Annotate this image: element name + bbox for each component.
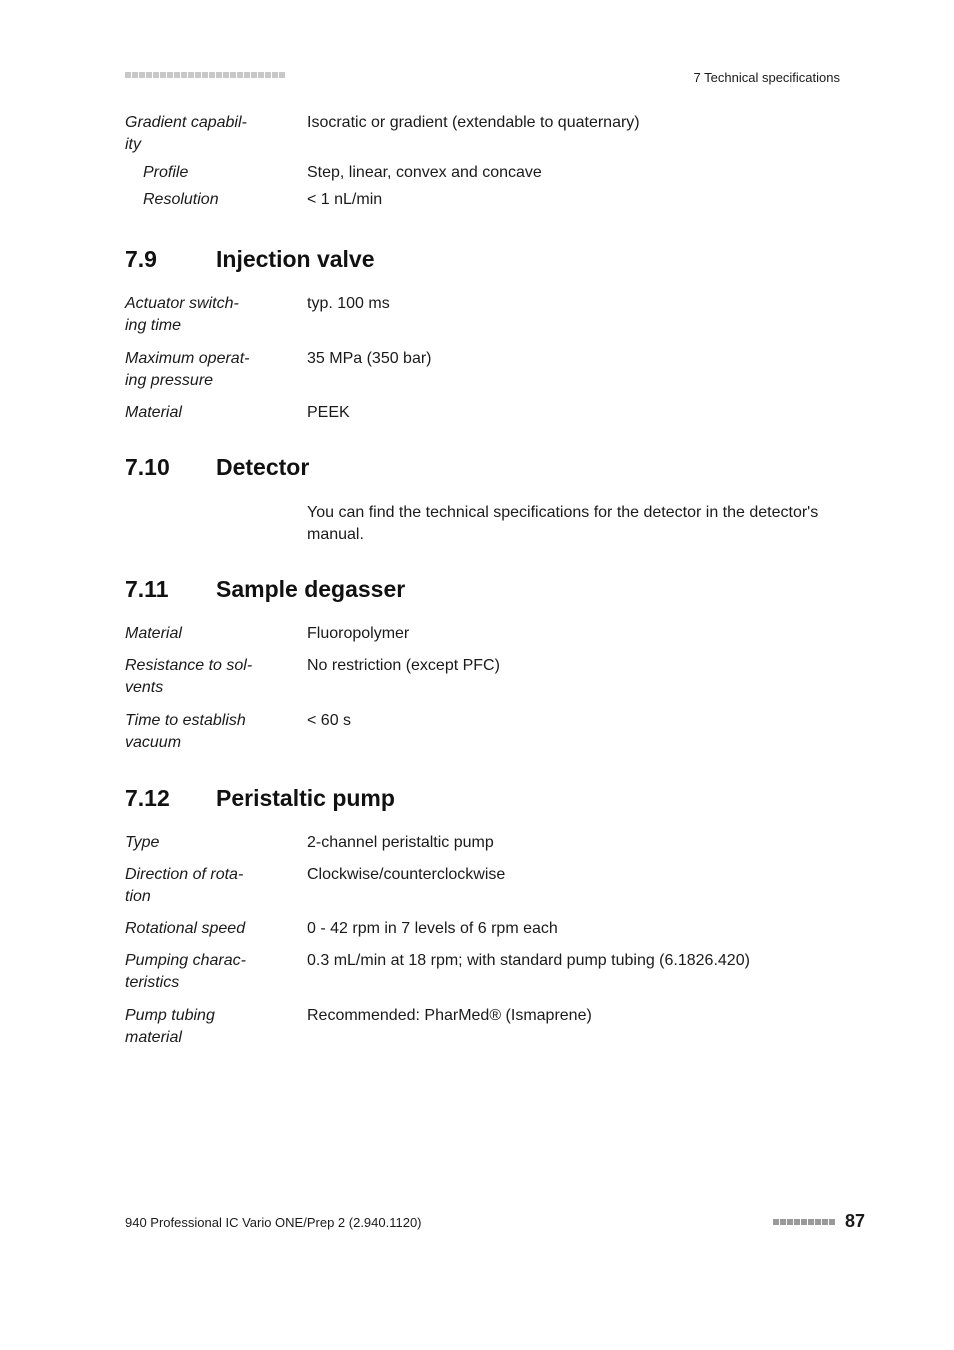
footer-product-name: 940 Professional IC Vario ONE/Prep 2 (2.940.1120) xyxy=(125,1215,422,1230)
spec-label-actuator-switching-time: Actuator switch- ing time xyxy=(125,295,239,334)
spec-label-direction-of-rotation: Direction of rota- tion xyxy=(125,866,244,905)
spec-value-degasser-material: Fluoropolymer xyxy=(307,625,410,642)
spec-value-resolution: < 1 nL/min xyxy=(307,191,383,208)
spec-value-rotational-speed: 0 - 42 rpm in 7 levels of 6 rpm each xyxy=(307,920,558,937)
spec-label-valve-material: Material xyxy=(125,404,182,421)
running-header-title: 7 Technical specifications xyxy=(693,70,840,85)
spec-value-gradient-capability: Isocratic or gradient (extendable to quaternary) xyxy=(307,114,640,131)
section-number: 7.10 xyxy=(125,454,170,480)
spec-value-valve-material: PEEK xyxy=(307,404,350,421)
spec-label-resistance-to-solvents: Resistance to sol- vents xyxy=(125,657,253,696)
spec-value-direction-of-rotation: Clockwise/counterclockwise xyxy=(307,866,506,883)
spec-value-resistance-to-solvents: No restriction (except PFC) xyxy=(307,657,500,674)
spec-label-pumping-characteristics: Pumping charac- teristics xyxy=(125,952,246,991)
section-title: Sample degasser xyxy=(216,576,406,602)
spec-label-resolution: Resolution xyxy=(143,191,219,208)
spec-label-max-operating-pressure: Maximum operat- ing pressure xyxy=(125,350,250,389)
spec-label-rotational-speed: Rotational speed xyxy=(125,920,246,937)
section-title: Peristaltic pump xyxy=(216,785,395,811)
section-heading-peristaltic-pump xyxy=(125,784,395,812)
spec-label-profile: Profile xyxy=(143,164,189,181)
detector-paragraph: You can find the technical specifications for the detector in the detector's manual. xyxy=(307,504,819,543)
spec-label-pump-type: Type xyxy=(125,834,160,851)
section-heading-injection-valve xyxy=(125,245,375,273)
section-heading-detector xyxy=(125,453,309,481)
section-number: 7.9 xyxy=(125,246,157,272)
section-title: Injection valve xyxy=(216,246,375,272)
section-title: Detector xyxy=(216,454,310,480)
section-number: 7.11 xyxy=(125,576,169,602)
spec-value-max-operating-pressure: 35 MPa (350 bar) xyxy=(307,350,432,367)
spec-label-pump-tubing-material: Pump tubing material xyxy=(125,1007,215,1046)
spec-value-actuator-switching-time: typ. 100 ms xyxy=(307,295,390,312)
spec-label-degasser-material: Material xyxy=(125,625,182,642)
spec-value-profile: Step, linear, convex and concave xyxy=(307,164,542,181)
section-heading-sample-degasser xyxy=(125,575,405,603)
page-number: 87 xyxy=(845,1211,866,1231)
spec-value-pump-tubing-material: Recommended: PharMed® (Ismaprene) xyxy=(307,1007,592,1024)
spec-label-time-to-vacuum: Time to establish vacuum xyxy=(125,712,246,751)
spec-value-pumping-characteristics: 0.3 mL/min at 18 rpm; with standard pump tubing (6.1826.420) xyxy=(307,952,750,969)
section-number: 7.12 xyxy=(125,785,170,811)
spec-value-time-to-vacuum: < 60 s xyxy=(307,712,352,729)
footer-decoration-dots xyxy=(773,1219,835,1225)
spec-value-pump-type: 2-channel peristaltic pump xyxy=(307,834,494,851)
spec-label-gradient-capability: Gradient capabil- ity xyxy=(125,114,247,153)
header-decoration-dots xyxy=(125,72,285,78)
